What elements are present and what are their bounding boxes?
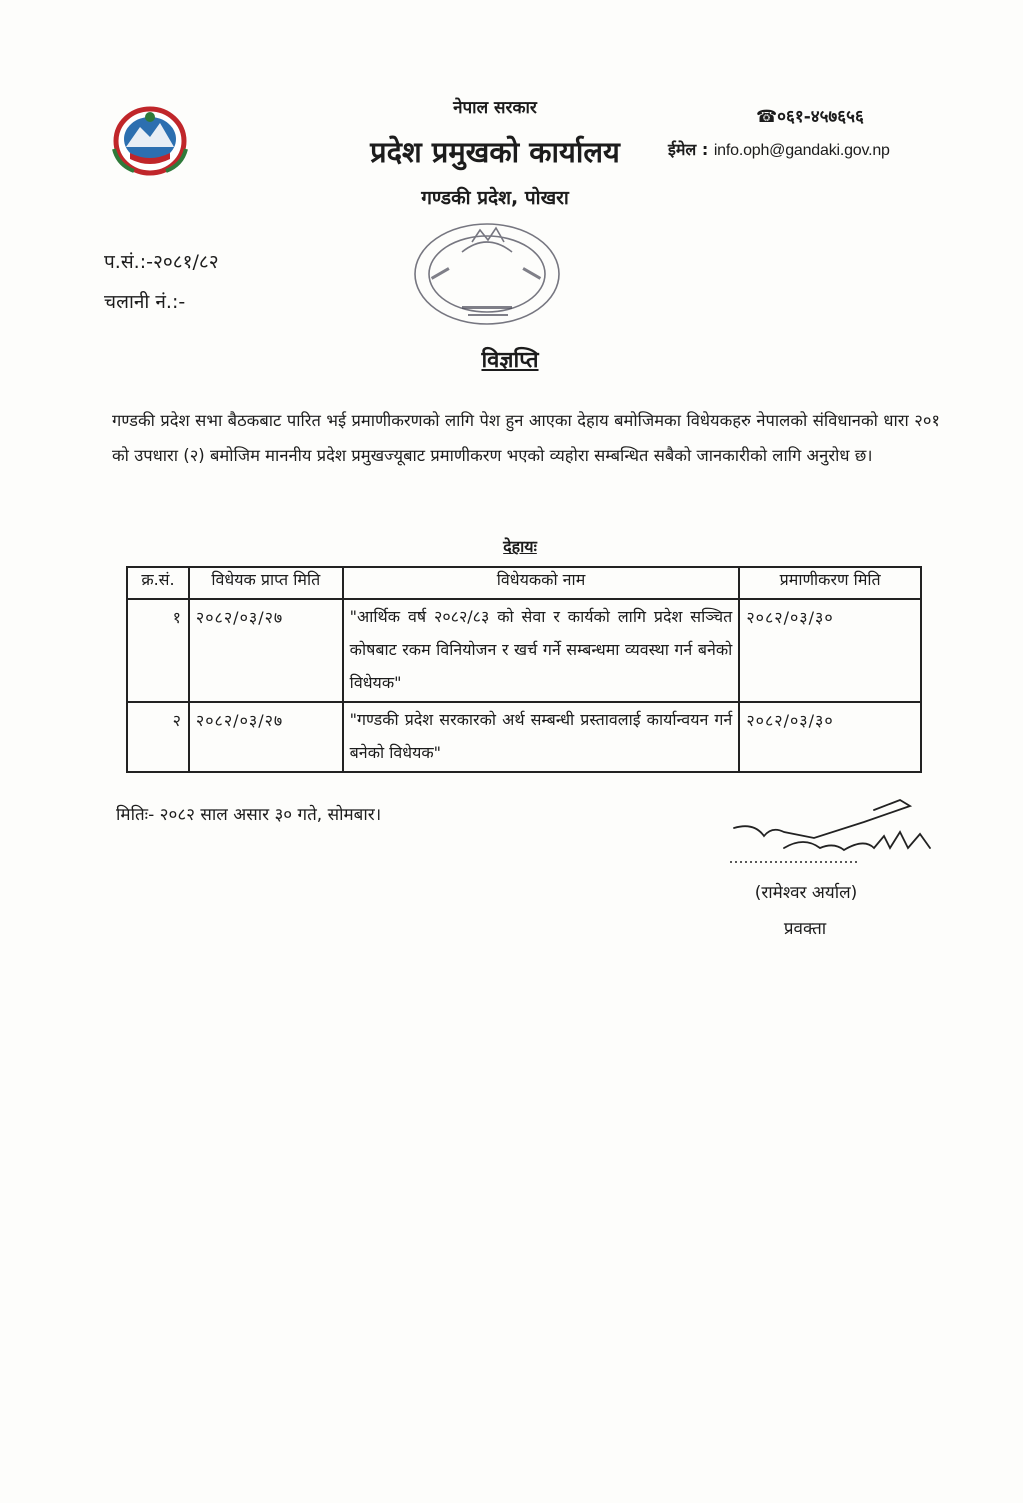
row-certified-date: २०८२/०३/३० — [739, 599, 921, 702]
row-received-date: २०८२/०३/२७ — [189, 599, 343, 702]
signatory-title: प्रवक्ता — [783, 919, 827, 939]
row-serial: १ — [127, 599, 189, 702]
email-line — [668, 138, 890, 160]
row-bill-name: "गण्डकी प्रदेश सरकारको अर्थ सम्बन्धी प्रस्तावलाई कार्यान्वयन गर्न बनेको विधेयक" — [343, 702, 740, 772]
email-address: info.oph@gandaki.gov.np — [713, 142, 890, 159]
notice-title: विज्ञप्ति — [481, 348, 539, 373]
list-heading: देहायः — [503, 537, 537, 556]
government-name: नेपाल सरकार — [453, 98, 537, 118]
notice-date: मितिः- २०८२ साल असार ३० गते, सोमबार। — [116, 805, 382, 825]
table-row — [127, 599, 921, 702]
nepal-emblem-logo — [108, 103, 192, 177]
table-row — [127, 702, 921, 772]
email-label: ईमेल : — [668, 140, 709, 159]
office-stamp — [402, 212, 572, 332]
bills-table — [126, 566, 922, 773]
handwritten-signature — [724, 792, 954, 872]
row-bill-name: "आर्थिक वर्ष २०८२/८३ को सेवा र कार्यको लागि प्रदेश सञ्चित कोषबाट रकम विनियोजन र खर्च गर्ने सम्बन्धमा व्यवस्था गर्न बनेको विधेयक" — [343, 599, 740, 702]
row-received-date: २०८२/०३/२७ — [189, 702, 343, 772]
header-certified-date: प्रमाणीकरण मिति — [739, 567, 921, 599]
reference-number: प.सं.:-२०८१/८२ — [104, 251, 219, 273]
row-certified-date: २०८२/०३/३० — [739, 702, 921, 772]
header-serial: क्र.सं. — [127, 567, 189, 599]
header-received-date: विधेयक प्राप्त मिति — [189, 567, 343, 599]
header-bill-name: विधेयकको नाम — [343, 567, 740, 599]
table-header-row — [127, 567, 921, 599]
signatory-name: (रामेश्वर अर्याल) — [754, 883, 858, 903]
phone-number: ☎०६१-४५७६५६ — [756, 107, 864, 127]
row-serial: २ — [127, 702, 189, 772]
office-location: गण्डकी प्रदेश, पोखरा — [421, 187, 569, 209]
notice-body: गण्डकी प्रदेश सभा बैठकबाट पारित भई प्रमाणीकरणको लागि पेश हुन आएका देहाय बमोजिमका विधेयकहरु नेपालको संविधानको धारा २०१ को उपधारा (२) बमोजिम माननीय प्रदेश प्रमुखज्यूबाट प्रमाणीकरण भएको व्यहोरा सम्बन्धित सबैको जानकारीको लागि अनुरोध छ। — [112, 411, 940, 465]
dispatch-number: चलानी नं.:- — [104, 291, 186, 313]
office-name: प्रदेश प्रमुखको कार्यालय — [370, 135, 620, 169]
